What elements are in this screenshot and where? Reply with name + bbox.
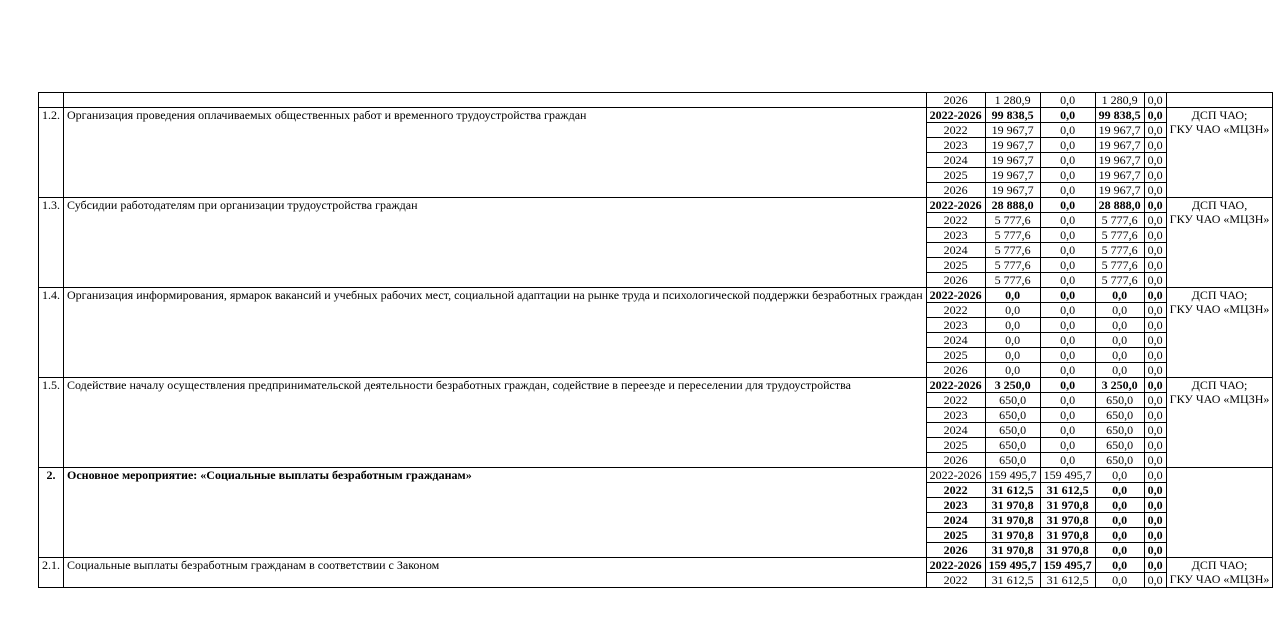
value-cell: 0,0 <box>1040 288 1095 303</box>
value-cell: 0,0 <box>1144 543 1166 558</box>
value-cell: 0,0 <box>1040 423 1095 438</box>
year-cell: 2025 <box>926 168 985 183</box>
value-cell: 19 967,7 <box>985 123 1040 138</box>
row-number-cell: 2. <box>39 468 64 558</box>
year-cell: 2022 <box>926 573 985 588</box>
document-page <box>38 92 1273 588</box>
value-cell: 0,0 <box>1095 513 1144 528</box>
table-body <box>39 93 1273 588</box>
budget-table <box>38 92 1273 588</box>
value-cell: 0,0 <box>1040 258 1095 273</box>
value-cell: 0,0 <box>1040 183 1095 198</box>
value-cell: 159 495,7 <box>1040 558 1095 573</box>
year-cell: 2026 <box>926 543 985 558</box>
value-cell: 0,0 <box>1144 228 1166 243</box>
value-cell: 0,0 <box>1144 243 1166 258</box>
value-cell: 0,0 <box>1144 498 1166 513</box>
value-cell: 0,0 <box>1040 213 1095 228</box>
value-cell: 0,0 <box>1144 393 1166 408</box>
value-cell: 31 970,8 <box>985 528 1040 543</box>
value-cell: 0,0 <box>985 318 1040 333</box>
year-cell: 2024 <box>926 423 985 438</box>
responsible-cell <box>1166 288 1273 378</box>
value-cell: 99 838,5 <box>1095 108 1144 123</box>
measure-name-cell: Организация проведения оплачиваемых общественных работ и временного трудоустройства граждан <box>64 108 927 198</box>
value-cell: 0,0 <box>1095 543 1144 558</box>
year-cell: 2025 <box>926 348 985 363</box>
value-cell: 650,0 <box>985 453 1040 468</box>
year-cell: 2026 <box>926 453 985 468</box>
value-cell: 0,0 <box>1040 408 1095 423</box>
value-cell: 0,0 <box>985 288 1040 303</box>
responsible-cell <box>1166 378 1273 468</box>
value-cell: 0,0 <box>1040 273 1095 288</box>
value-cell: 0,0 <box>1040 153 1095 168</box>
value-cell: 650,0 <box>1095 438 1144 453</box>
value-cell: 28 888,0 <box>985 198 1040 213</box>
value-cell: 0,0 <box>1144 438 1166 453</box>
value-cell: 0,0 <box>1144 348 1166 363</box>
year-cell: 2024 <box>926 333 985 348</box>
year-cell: 2022 <box>926 303 985 318</box>
value-cell: 5 777,6 <box>985 228 1040 243</box>
responsible-cell <box>1166 468 1273 558</box>
table-row <box>39 378 1273 393</box>
value-cell: 0,0 <box>1144 93 1166 108</box>
value-cell: 0,0 <box>1144 363 1166 378</box>
year-cell: 2024 <box>926 513 985 528</box>
year-cell: 2022-2026 <box>926 558 985 573</box>
value-cell: 99 838,5 <box>985 108 1040 123</box>
table-row <box>39 108 1273 123</box>
value-cell: 0,0 <box>1144 558 1166 573</box>
value-cell: 31 970,8 <box>1040 513 1095 528</box>
row-number-cell: 1.5. <box>39 378 64 468</box>
value-cell: 19 967,7 <box>985 153 1040 168</box>
row-number-cell: 1.3. <box>39 198 64 288</box>
value-cell: 0,0 <box>1144 318 1166 333</box>
value-cell: 0,0 <box>1144 483 1166 498</box>
table-row <box>39 198 1273 213</box>
row-number-cell: 1.4. <box>39 288 64 378</box>
value-cell: 31 970,8 <box>985 543 1040 558</box>
value-cell: 0,0 <box>985 363 1040 378</box>
value-cell: 650,0 <box>985 438 1040 453</box>
table-row <box>39 468 1273 483</box>
year-cell: 2023 <box>926 228 985 243</box>
value-cell: 0,0 <box>1144 468 1166 483</box>
responsible-line: ДСП ЧАО; <box>1191 558 1248 572</box>
value-cell: 0,0 <box>1040 378 1095 393</box>
value-cell: 31 970,8 <box>985 513 1040 528</box>
value-cell: 650,0 <box>985 393 1040 408</box>
value-cell: 5 777,6 <box>985 258 1040 273</box>
value-cell: 0,0 <box>1095 528 1144 543</box>
year-cell: 2022 <box>926 123 985 138</box>
value-cell: 31 612,5 <box>985 573 1040 588</box>
value-cell: 3 250,0 <box>985 378 1040 393</box>
value-cell: 31 970,8 <box>1040 528 1095 543</box>
value-cell: 0,0 <box>1144 183 1166 198</box>
value-cell: 19 967,7 <box>1095 153 1144 168</box>
value-cell: 0,0 <box>1144 108 1166 123</box>
value-cell: 650,0 <box>1095 423 1144 438</box>
year-cell: 2024 <box>926 243 985 258</box>
value-cell: 0,0 <box>1144 453 1166 468</box>
value-cell: 0,0 <box>1040 453 1095 468</box>
value-cell: 0,0 <box>1095 498 1144 513</box>
year-cell: 2023 <box>926 498 985 513</box>
value-cell: 0,0 <box>1144 153 1166 168</box>
value-cell: 0,0 <box>1144 513 1166 528</box>
value-cell: 0,0 <box>1144 528 1166 543</box>
value-cell: 0,0 <box>1144 213 1166 228</box>
value-cell: 0,0 <box>1095 558 1144 573</box>
value-cell: 31 612,5 <box>1040 573 1095 588</box>
value-cell: 0,0 <box>1095 483 1144 498</box>
value-cell: 5 777,6 <box>985 213 1040 228</box>
value-cell: 5 777,6 <box>1095 243 1144 258</box>
value-cell: 159 495,7 <box>985 468 1040 483</box>
value-cell: 0,0 <box>1040 393 1095 408</box>
value-cell: 650,0 <box>1095 393 1144 408</box>
value-cell: 19 967,7 <box>1095 168 1144 183</box>
responsible-line: ГКУ ЧАО «МЦЗН» <box>1169 392 1270 406</box>
value-cell: 0,0 <box>1095 303 1144 318</box>
value-cell: 0,0 <box>1144 378 1166 393</box>
value-cell: 5 777,6 <box>1095 213 1144 228</box>
value-cell: 0,0 <box>1095 573 1144 588</box>
measure-name-cell: Содействие началу осуществления предпринимательской деятельности безработных граждан, содействие в переезде и переселении для трудоустройства <box>64 378 927 468</box>
responsible-cell <box>1166 93 1273 108</box>
responsible-cell <box>1166 198 1273 288</box>
value-cell: 19 967,7 <box>1095 123 1144 138</box>
year-cell: 2026 <box>926 183 985 198</box>
responsible-line: ГКУ ЧАО «МЦЗН» <box>1169 572 1270 586</box>
value-cell: 0,0 <box>1095 363 1144 378</box>
year-cell: 2026 <box>926 93 985 108</box>
value-cell: 31 612,5 <box>985 483 1040 498</box>
year-cell: 2022-2026 <box>926 198 985 213</box>
measure-name-cell: Организация информирования, ярмарок вакансий и учебных рабочих мест, социальной адаптации на рынке труда и психологической поддержки безработных граждан <box>64 288 927 378</box>
value-cell: 5 777,6 <box>1095 258 1144 273</box>
value-cell: 0,0 <box>1040 303 1095 318</box>
value-cell: 650,0 <box>1095 453 1144 468</box>
year-cell: 2022-2026 <box>926 108 985 123</box>
value-cell: 0,0 <box>1040 333 1095 348</box>
value-cell: 159 495,7 <box>985 558 1040 573</box>
value-cell: 0,0 <box>1040 318 1095 333</box>
year-cell: 2024 <box>926 153 985 168</box>
value-cell: 650,0 <box>985 423 1040 438</box>
value-cell: 0,0 <box>1144 123 1166 138</box>
value-cell: 5 777,6 <box>985 243 1040 258</box>
value-cell: 0,0 <box>1144 138 1166 153</box>
year-cell: 2022 <box>926 213 985 228</box>
responsible-cell <box>1166 558 1273 588</box>
row-number-cell: 1.2. <box>39 108 64 198</box>
value-cell: 5 777,6 <box>985 273 1040 288</box>
year-cell: 2022-2026 <box>926 378 985 393</box>
row-number-cell <box>39 93 64 108</box>
value-cell: 1 280,9 <box>1095 93 1144 108</box>
value-cell: 0,0 <box>1095 348 1144 363</box>
value-cell: 0,0 <box>1095 318 1144 333</box>
value-cell: 0,0 <box>1144 423 1166 438</box>
value-cell: 0,0 <box>1144 303 1166 318</box>
responsible-line: ГКУ ЧАО «МЦЗН» <box>1169 212 1270 226</box>
value-cell: 0,0 <box>1040 228 1095 243</box>
value-cell: 0,0 <box>1144 198 1166 213</box>
value-cell: 31 970,8 <box>985 498 1040 513</box>
value-cell: 0,0 <box>1095 468 1144 483</box>
value-cell: 19 967,7 <box>1095 138 1144 153</box>
year-cell: 2025 <box>926 528 985 543</box>
value-cell: 0,0 <box>1040 438 1095 453</box>
year-cell: 2023 <box>926 138 985 153</box>
value-cell: 0,0 <box>1144 333 1166 348</box>
value-cell: 31 970,8 <box>1040 543 1095 558</box>
value-cell: 0,0 <box>1040 108 1095 123</box>
year-cell: 2026 <box>926 273 985 288</box>
measure-name-cell <box>64 93 927 108</box>
value-cell: 0,0 <box>1040 198 1095 213</box>
value-cell: 0,0 <box>985 303 1040 318</box>
year-cell: 2022-2026 <box>926 288 985 303</box>
value-cell: 0,0 <box>985 333 1040 348</box>
table-row <box>39 288 1273 303</box>
value-cell: 28 888,0 <box>1095 198 1144 213</box>
responsible-line: ДСП ЧАО, <box>1191 198 1248 212</box>
value-cell: 650,0 <box>985 408 1040 423</box>
value-cell: 19 967,7 <box>985 168 1040 183</box>
responsible-line: ДСП ЧАО; <box>1191 108 1248 122</box>
value-cell: 5 777,6 <box>1095 228 1144 243</box>
value-cell: 31 612,5 <box>1040 483 1095 498</box>
year-cell: 2022 <box>926 483 985 498</box>
year-cell: 2022 <box>926 393 985 408</box>
value-cell: 5 777,6 <box>1095 273 1144 288</box>
row-number-cell: 2.1. <box>39 558 64 588</box>
value-cell: 3 250,0 <box>1095 378 1144 393</box>
year-cell: 2025 <box>926 438 985 453</box>
value-cell: 0,0 <box>1095 333 1144 348</box>
responsible-line: ГКУ ЧАО «МЦЗН» <box>1169 302 1270 316</box>
table-row <box>39 93 1273 108</box>
value-cell: 0,0 <box>1144 258 1166 273</box>
value-cell: 0,0 <box>1040 138 1095 153</box>
value-cell: 31 970,8 <box>1040 498 1095 513</box>
year-cell: 2023 <box>926 318 985 333</box>
table-row <box>39 558 1273 573</box>
value-cell: 0,0 <box>1040 168 1095 183</box>
value-cell: 0,0 <box>1040 363 1095 378</box>
measure-name-cell: Основное мероприятие: «Социальные выплаты безработным гражданам» <box>64 468 927 558</box>
value-cell: 0,0 <box>1095 288 1144 303</box>
responsible-line: ДСП ЧАО; <box>1191 378 1248 392</box>
value-cell: 0,0 <box>1040 123 1095 138</box>
value-cell: 19 967,7 <box>1095 183 1144 198</box>
measure-name-cell: Субсидии работодателям при организации трудоустройства граждан <box>64 198 927 288</box>
responsible-line: ДСП ЧАО; <box>1191 288 1248 302</box>
value-cell: 19 967,7 <box>985 183 1040 198</box>
value-cell: 0,0 <box>1040 243 1095 258</box>
year-cell: 2023 <box>926 408 985 423</box>
value-cell: 0,0 <box>1040 348 1095 363</box>
value-cell: 0,0 <box>1144 273 1166 288</box>
value-cell: 0,0 <box>985 348 1040 363</box>
value-cell: 19 967,7 <box>985 138 1040 153</box>
value-cell: 0,0 <box>1040 93 1095 108</box>
value-cell: 0,0 <box>1144 288 1166 303</box>
value-cell: 0,0 <box>1144 168 1166 183</box>
value-cell: 0,0 <box>1144 573 1166 588</box>
year-cell: 2025 <box>926 258 985 273</box>
value-cell: 0,0 <box>1144 408 1166 423</box>
year-cell: 2026 <box>926 363 985 378</box>
value-cell: 650,0 <box>1095 408 1144 423</box>
value-cell: 1 280,9 <box>985 93 1040 108</box>
measure-name-cell: Социальные выплаты безработным гражданам в соответствии с Законом <box>64 558 927 588</box>
value-cell: 159 495,7 <box>1040 468 1095 483</box>
responsible-cell <box>1166 108 1273 198</box>
responsible-line: ГКУ ЧАО «МЦЗН» <box>1169 122 1270 136</box>
year-cell: 2022-2026 <box>926 468 985 483</box>
